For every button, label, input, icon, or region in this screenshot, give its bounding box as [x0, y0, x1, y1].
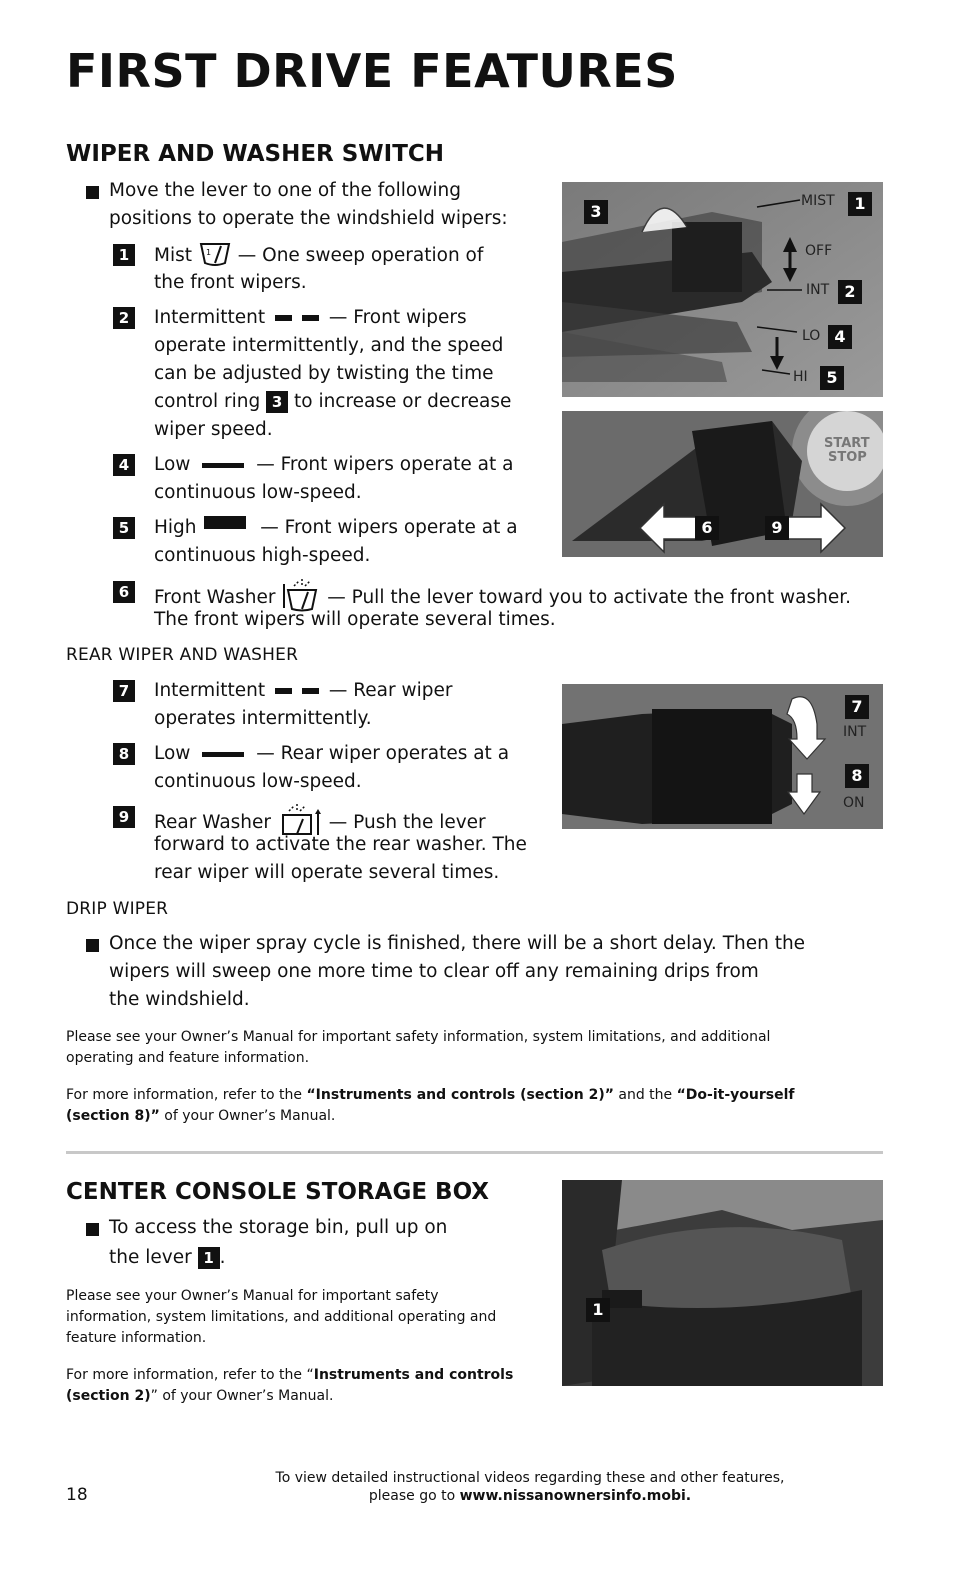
- bullet-text: To access the storage bin, pull up on: [109, 1217, 448, 1238]
- console-illustration: [562, 1180, 883, 1386]
- bullet-text: .: [219, 1247, 226, 1268]
- item-label: Mist: [154, 245, 198, 266]
- item-description: — Rear wiper operates at a: [250, 743, 510, 764]
- item-description: can be adjusted by twisting the time: [154, 363, 494, 384]
- item-description: continuous low-speed.: [154, 482, 362, 503]
- item-label: High: [154, 517, 203, 538]
- position-label-off: OFF: [805, 243, 833, 259]
- note-text: For more information, refer to the: [66, 1087, 307, 1103]
- bullet-text: the windshield.: [109, 989, 250, 1010]
- callout-number: 1: [848, 192, 872, 216]
- note-text: operating and feature information.: [66, 1050, 310, 1066]
- item-label: Intermittent: [154, 307, 272, 328]
- washer-lever-illustration: [562, 411, 883, 557]
- item-label: Low: [154, 454, 197, 475]
- svg-text:STOP: STOP: [828, 450, 867, 465]
- item-description: — Front wipers operate at a: [254, 517, 518, 538]
- item-number: 5: [113, 517, 135, 539]
- low-speed-icon: [202, 752, 244, 757]
- item-label: Intermittent: [154, 680, 272, 701]
- wiper-intro-bullet: [86, 177, 556, 237]
- footer-text: To view detailed instructional videos regarding these and other features,: [275, 1470, 785, 1486]
- note-reference: “Do-it-yourself: [676, 1087, 795, 1103]
- wiper-mist-icon: [198, 241, 232, 267]
- item-description: control ring: [154, 391, 267, 412]
- bullet-text: Once the wiper spray cycle is finished, there will be a short delay. Then the: [109, 933, 806, 954]
- callout-number: 3: [584, 200, 608, 224]
- item-description: continuous high-speed.: [154, 545, 371, 566]
- item-description: — Front wipers operate at a: [250, 454, 514, 475]
- console-reference-note: [66, 1365, 546, 1407]
- wiper-lever-positions-image: [562, 182, 883, 397]
- console-safety-note: [66, 1286, 546, 1349]
- rear-item-washer: [113, 803, 553, 887]
- callout-number: 2: [838, 280, 862, 304]
- item-description: the front wipers.: [154, 272, 307, 293]
- item-number: 2: [113, 307, 135, 329]
- rear-wiper-heading: REAR WIPER AND WASHER: [66, 645, 299, 665]
- callout-number: 5: [820, 366, 844, 390]
- wiper-heading: WIPER AND WASHER SWITCH: [66, 141, 445, 167]
- bullet-square-icon: [86, 186, 99, 199]
- callout-number: 6: [695, 516, 719, 540]
- callout-number: 1: [586, 1298, 610, 1322]
- wiper-safety-note: [66, 1027, 886, 1069]
- console-storage-image: [562, 1180, 883, 1386]
- note-text: Please see your Owner’s Manual for important safety: [66, 1288, 439, 1304]
- item-number: 1: [113, 244, 135, 266]
- bullet-text: positions to operate the windshield wipers:: [109, 208, 508, 229]
- position-label-int: INT: [843, 724, 867, 740]
- item-description: rear wiper will operate several times.: [154, 862, 500, 883]
- console-bullet: [86, 1214, 536, 1274]
- wiper-lever-illustration: [562, 182, 883, 397]
- item-label: Rear Washer: [154, 812, 277, 833]
- note-reference: (section 8)”: [66, 1108, 160, 1124]
- note-text: of your Owner’s Manual.: [159, 1108, 336, 1124]
- item-description: — Pull the lever toward you to activate the front washer.: [321, 587, 852, 608]
- item-number: 4: [113, 454, 135, 476]
- note-reference: (section 2): [66, 1388, 151, 1404]
- inline-number: 1: [198, 1247, 220, 1269]
- bullet-square-icon: [86, 1223, 99, 1236]
- item-number: 9: [113, 806, 135, 828]
- owners-info-link[interactable]: www.nissanownersinfo.mobi.: [459, 1488, 692, 1504]
- item-description: operate intermittently, and the speed: [154, 335, 504, 356]
- svg-text:START: START: [824, 436, 870, 451]
- note-text: For more information, refer to the “: [66, 1367, 314, 1383]
- svg-text:1: 1: [205, 248, 211, 257]
- note-reference: “Instruments and controls (section 2)”: [306, 1087, 614, 1103]
- item-description: — One sweep operation of: [231, 245, 484, 266]
- rear-item-intermittent: [113, 677, 553, 733]
- callout-number: 4: [828, 325, 852, 349]
- wiper-item-low: [113, 451, 553, 507]
- rear-wiper-lever-illustration: [562, 684, 883, 829]
- item-number: 8: [113, 743, 135, 765]
- item-description: forward to activate the rear washer. The: [154, 834, 527, 855]
- item-number: 6: [113, 581, 135, 603]
- washer-lever-image: [562, 411, 883, 557]
- footer-note: [230, 1469, 830, 1505]
- bullet-text: wipers will sweep one more time to clear off any remaining drips from: [109, 961, 759, 982]
- note-reference: Instruments and controls: [313, 1367, 514, 1383]
- page-title: FIRST DRIVE FEATURES: [66, 44, 678, 98]
- wiper-reference-note: [66, 1085, 886, 1127]
- position-label-int: INT: [806, 282, 830, 298]
- note-text: information, system limitations, and additional operating and: [66, 1309, 497, 1325]
- position-label-hi: HI: [793, 369, 808, 385]
- position-label-mist: MIST: [801, 193, 835, 209]
- item-number: 7: [113, 680, 135, 702]
- note-text: ” of your Owner’s Manual.: [150, 1388, 334, 1404]
- item-description: continuous low-speed.: [154, 771, 362, 792]
- bullet-square-icon: [86, 939, 99, 952]
- intermittent-icon: [275, 304, 319, 332]
- intermittent-icon: [275, 677, 319, 705]
- item-description: The front wipers will operate several times.: [154, 609, 556, 630]
- drip-wiper-heading: DRIP WIPER: [66, 899, 169, 919]
- low-speed-icon: [202, 463, 244, 468]
- bullet-text: the lever: [109, 1247, 198, 1268]
- rear-item-low: [113, 740, 553, 796]
- console-heading: CENTER CONSOLE STORAGE BOX: [66, 1179, 490, 1205]
- note-text: feature information.: [66, 1330, 207, 1346]
- position-label-lo: LO: [802, 328, 821, 344]
- wiper-item-high: [113, 514, 553, 570]
- callout-number: 7: [845, 695, 869, 719]
- high-speed-icon: [204, 516, 246, 529]
- inline-number: 3: [266, 391, 288, 413]
- page-number: 18: [66, 1485, 88, 1505]
- item-description: operates intermittently.: [154, 708, 372, 729]
- callout-number: 8: [845, 764, 869, 788]
- callout-number: 9: [765, 516, 789, 540]
- footer-text: please go to: [368, 1488, 460, 1504]
- note-text: and the: [613, 1087, 677, 1103]
- wiper-item-mist: [113, 241, 553, 297]
- wiper-item-front-washer: [113, 578, 893, 634]
- item-description: — Rear wiper: [323, 680, 453, 701]
- item-description: — Push the lever: [322, 812, 486, 833]
- item-description: wiper speed.: [154, 419, 273, 440]
- position-label-on: ON: [843, 795, 865, 811]
- section-divider: [66, 1151, 883, 1154]
- item-description: — Front wipers: [323, 307, 467, 328]
- drip-wiper-bullet: [86, 930, 886, 1014]
- item-description: to increase or decrease: [288, 391, 512, 412]
- rear-wiper-lever-image: [562, 684, 883, 829]
- item-label: Low: [154, 743, 197, 764]
- wiper-item-intermittent: [113, 304, 553, 444]
- note-text: Please see your Owner’s Manual for important safety information, system limitations, and additional: [66, 1029, 771, 1045]
- bullet-text: Move the lever to one of the following: [109, 180, 461, 201]
- item-label: Front Washer: [154, 587, 282, 608]
